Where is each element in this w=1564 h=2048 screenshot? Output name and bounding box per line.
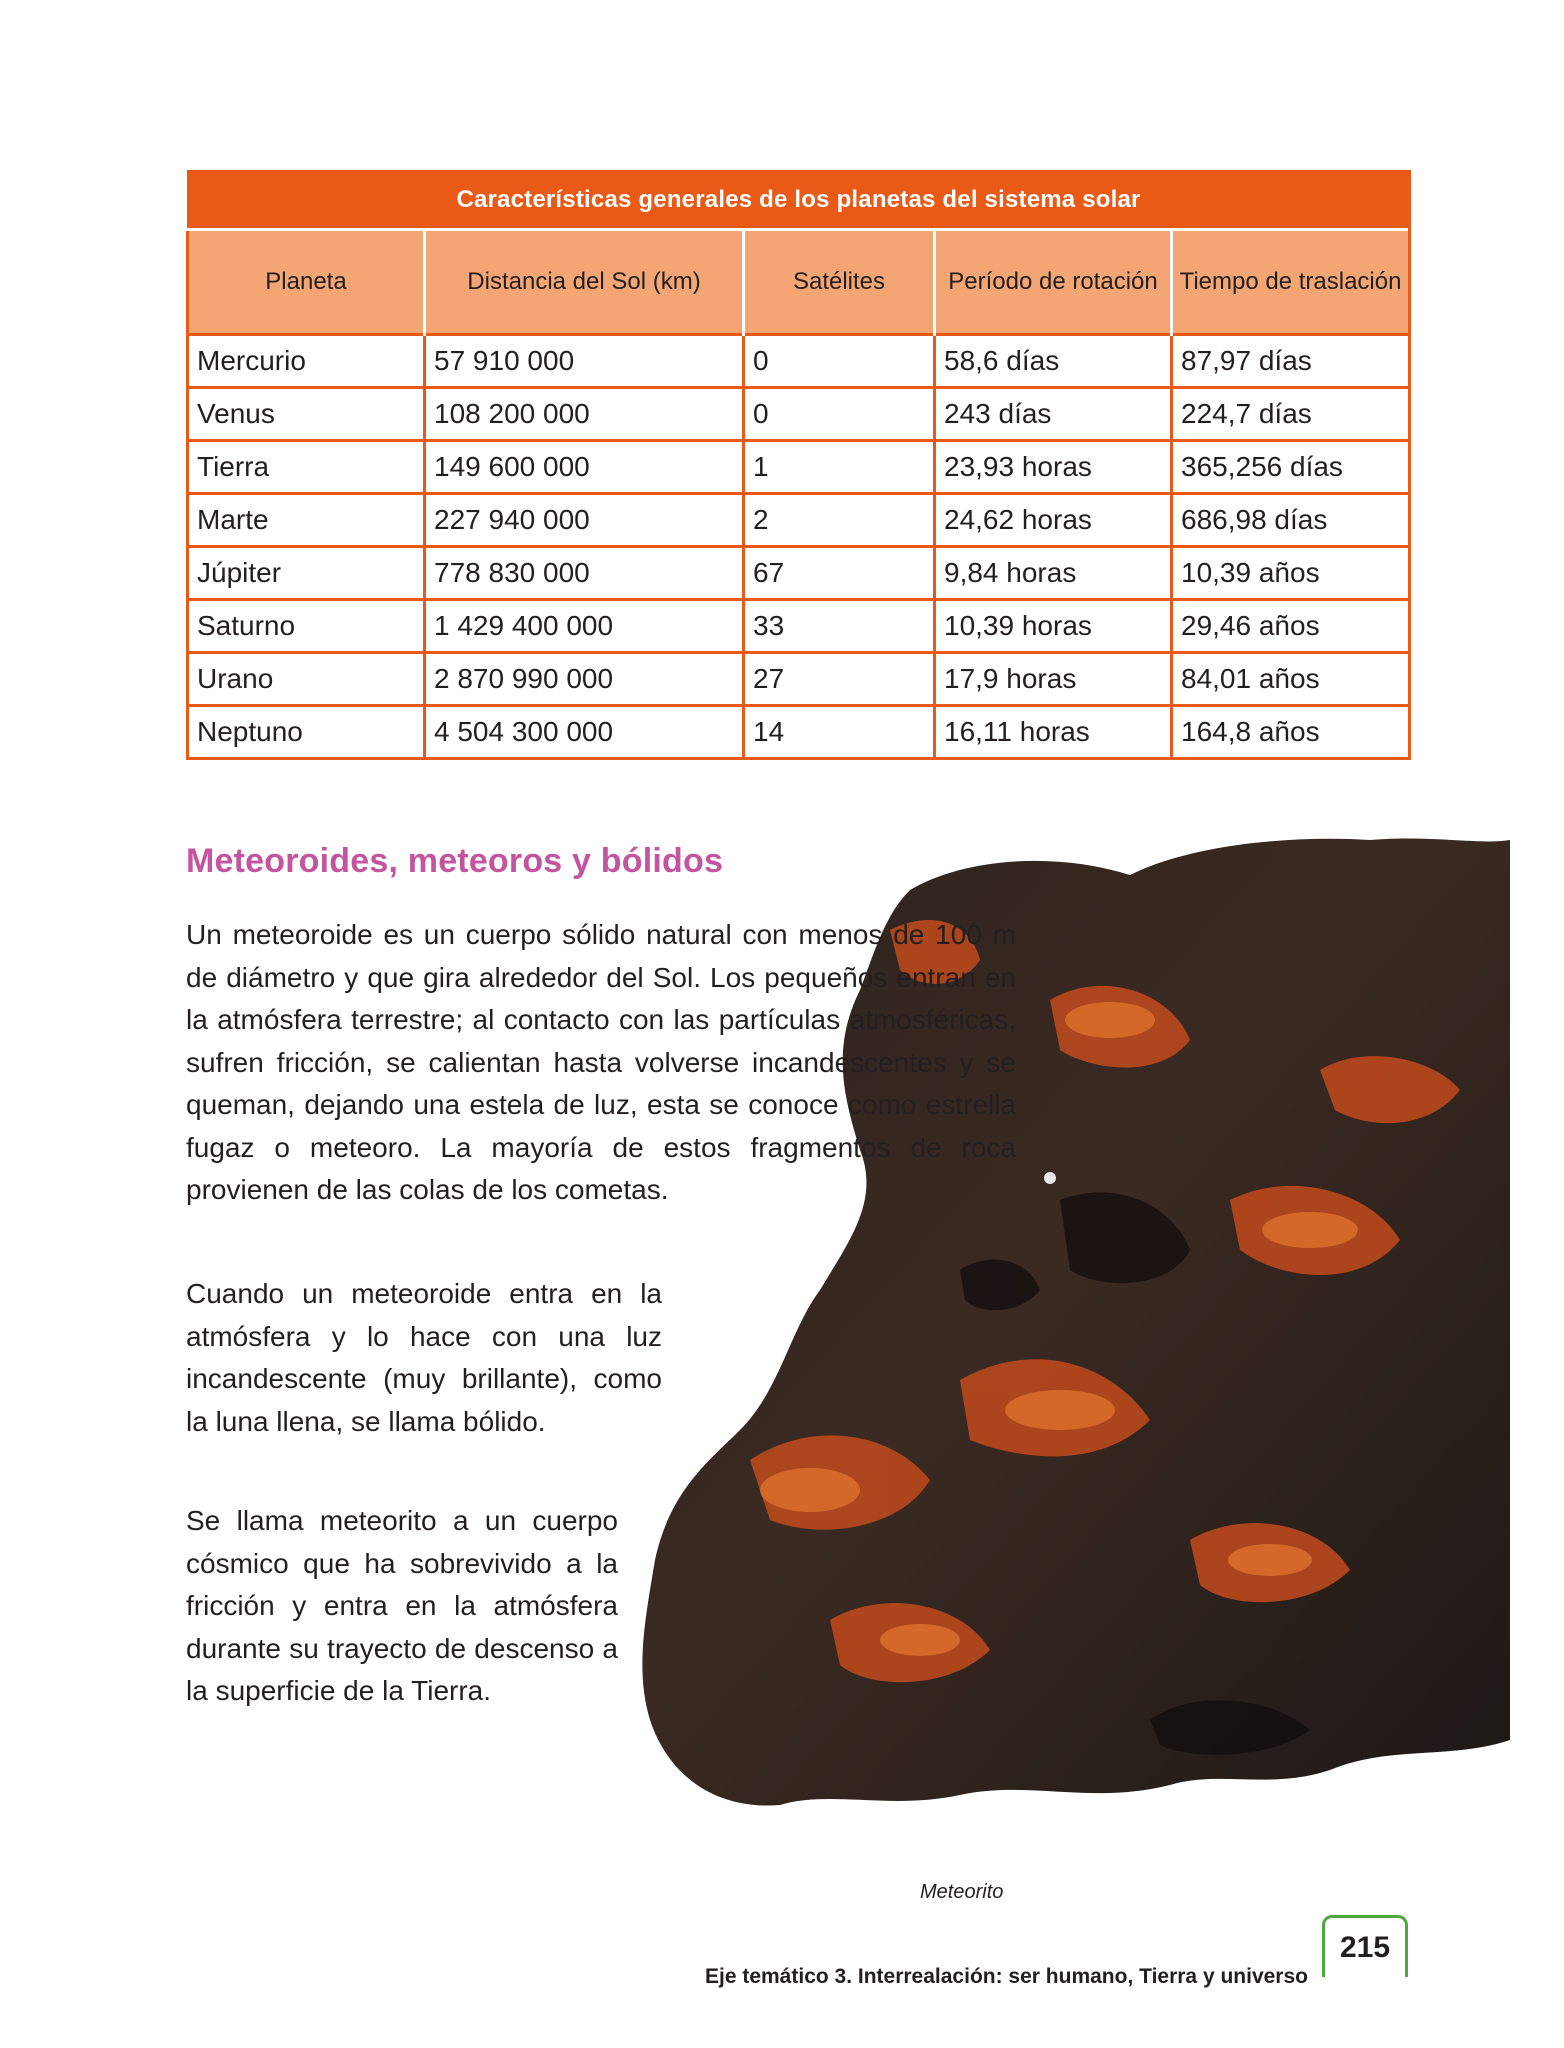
table-row xyxy=(188,653,1410,706)
cell-rotation: 10,39 horas xyxy=(935,600,1172,653)
cell-satellites: 27 xyxy=(744,653,935,706)
cell-satellites: 0 xyxy=(744,335,935,388)
cell-translation: 10,39 años xyxy=(1172,547,1410,600)
cell-satellites: 33 xyxy=(744,600,935,653)
table-row xyxy=(188,335,1410,388)
cell-distance: 4 504 300 000 xyxy=(425,706,744,759)
planets-table xyxy=(186,170,1411,760)
cell-satellites: 67 xyxy=(744,547,935,600)
cell-translation: 84,01 años xyxy=(1172,653,1410,706)
cell-distance: 1 429 400 000 xyxy=(425,600,744,653)
cell-distance: 227 940 000 xyxy=(425,494,744,547)
cell-planet: Urano xyxy=(188,653,425,706)
col-header-traslacion: Tiempo de traslación xyxy=(1172,230,1410,335)
table-title: Características generales de los planetas del sistema solar xyxy=(188,171,1410,230)
cell-planet: Tierra xyxy=(188,441,425,494)
paragraph-meteorito: Se llama meteorito a un cuerpo cósmico que ha sobrevivido a la fricción y entra en la atmósfera durante su trayecto de descenso a la superficie de la Tierra. xyxy=(186,1505,618,1706)
cell-planet: Saturno xyxy=(188,600,425,653)
col-header-planeta: Planeta xyxy=(188,230,425,335)
cell-planet: Venus xyxy=(188,388,425,441)
cell-rotation: 243 días xyxy=(935,388,1172,441)
page-number: 215 xyxy=(1322,1915,1408,1977)
cell-translation: 224,7 días xyxy=(1172,388,1410,441)
cell-rotation: 17,9 horas xyxy=(935,653,1172,706)
col-header-rotacion: Período de rotación xyxy=(935,230,1172,335)
image-caption: Meteorito xyxy=(920,1881,1004,1903)
cell-translation: 87,97 días xyxy=(1172,335,1410,388)
cell-rotation: 23,93 horas xyxy=(935,441,1172,494)
cell-satellites: 14 xyxy=(744,706,935,759)
cell-planet: Marte xyxy=(188,494,425,547)
cell-distance: 778 830 000 xyxy=(425,547,744,600)
footer-text: Eje temático 3. Interrealación: ser humano, Tierra y universo xyxy=(704,1965,1308,1988)
table-row xyxy=(188,547,1410,600)
cell-distance: 149 600 000 xyxy=(425,441,744,494)
cell-distance: 2 870 990 000 xyxy=(425,653,744,706)
paragraph-meteoroide: Un meteoroide es un cuerpo sólido natural con menos de 100 m de diámetro y que gira alrededor del Sol. Los pequeños entran en la atmósfera terrestre; al contacto con las partículas atmosféricas, sufren fricción, se calientan hasta volverse incandescentes y se queman, dejando una estela de luz, esta se conoce como estrella fugaz o meteoro. La mayoría de estos fragmentos de roca provienen de las colas de los cometas. xyxy=(186,919,1016,1205)
cell-planet: Mercurio xyxy=(188,335,425,388)
cell-translation: 164,8 años xyxy=(1172,706,1410,759)
cell-satellites: 0 xyxy=(744,388,935,441)
table-row xyxy=(188,600,1410,653)
cell-planet: Júpiter xyxy=(188,547,425,600)
table-row xyxy=(188,441,1410,494)
table-header-row xyxy=(188,230,1410,335)
table-row xyxy=(188,706,1410,759)
cell-planet: Neptuno xyxy=(188,706,425,759)
cell-translation: 29,46 años xyxy=(1172,600,1410,653)
cell-rotation: 58,6 días xyxy=(935,335,1172,388)
cell-translation: 365,256 días xyxy=(1172,441,1410,494)
cell-translation: 686,98 días xyxy=(1172,494,1410,547)
cell-satellites: 1 xyxy=(744,441,935,494)
cell-distance: 57 910 000 xyxy=(425,335,744,388)
col-header-distancia: Distancia del Sol (km) xyxy=(425,230,744,335)
paragraph-bolido: Cuando un meteoroide entra en la atmósfera y lo hace con una luz incandescente (muy brillante), como la luna llena, se llama bólido. xyxy=(186,1278,662,1437)
table-row xyxy=(188,388,1410,441)
cell-rotation: 9,84 horas xyxy=(935,547,1172,600)
col-header-satelites: Satélites xyxy=(744,230,935,335)
table-row xyxy=(188,494,1410,547)
section-title: Meteoroides, meteoros y bólidos xyxy=(186,842,724,880)
cell-rotation: 16,11 horas xyxy=(935,706,1172,759)
cell-satellites: 2 xyxy=(744,494,935,547)
cell-distance: 108 200 000 xyxy=(425,388,744,441)
cell-rotation: 24,62 horas xyxy=(935,494,1172,547)
